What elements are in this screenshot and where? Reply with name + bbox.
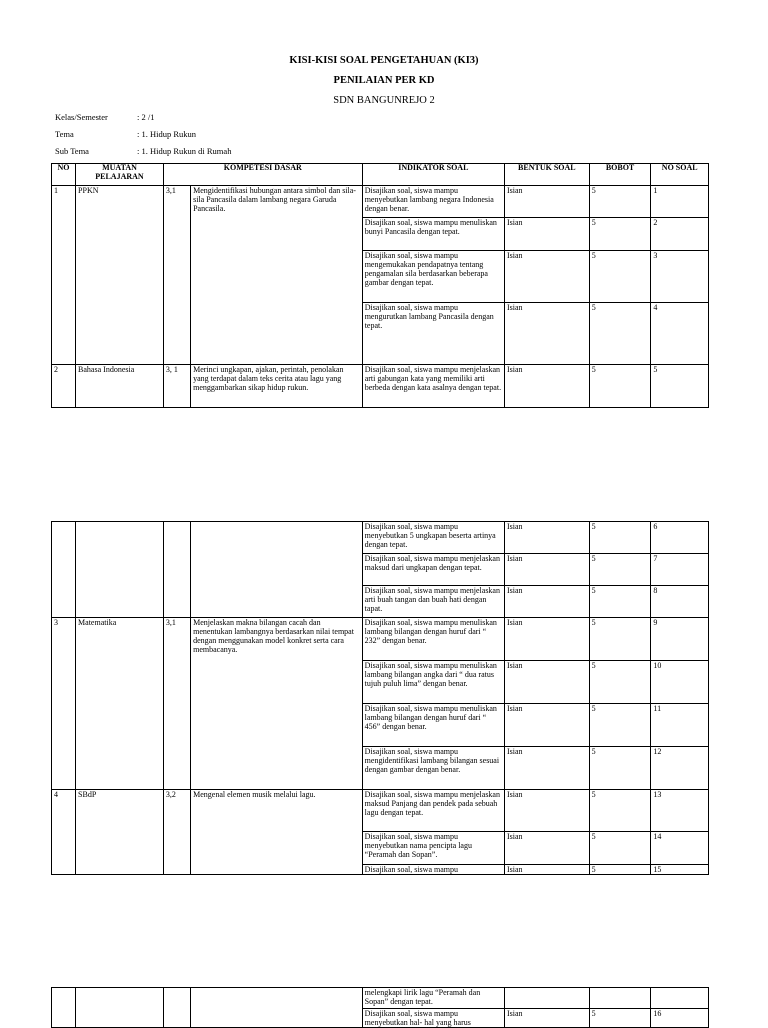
cell-no xyxy=(52,522,76,618)
cell-kd: Mengenal elemen musik melalui lagu. xyxy=(191,790,363,875)
header-muatan-pelajaran: MUATAN PELAJARAN xyxy=(76,164,164,186)
cell-bobot xyxy=(589,988,651,1009)
table-row xyxy=(52,988,709,1009)
cell-indikator: Disajikan soal, siswa mampu menuliskan lambang bilangan angka dari “ dua ratus tujuh puluh lima” dengan benar. xyxy=(362,661,504,704)
cell-bobot: 5 xyxy=(589,251,651,303)
table-row xyxy=(52,186,709,218)
cell-no: 3 xyxy=(52,618,76,790)
cell-bobot: 5 xyxy=(589,704,651,747)
cell-bentuk: Isian xyxy=(504,586,589,618)
cell-bobot: 5 xyxy=(589,790,651,832)
cell-indikator: Disajikan soal, siswa mampu menjelaskan maksud Panjang dan pendek pada sebuah lagu dengan tepat. xyxy=(362,790,504,832)
cell-kd-no xyxy=(163,988,190,1028)
document-subtitle: PENILAIAN PER KD xyxy=(333,75,435,86)
table-row xyxy=(52,522,709,554)
cell-bentuk xyxy=(504,988,589,1009)
table-header-row xyxy=(52,164,709,186)
cell-indikator: Disajikan soal, siswa mampu menuliskan lambang bilangan dengan huruf dari “ 232” dengan benar. xyxy=(362,618,504,661)
cell-indikator: Disajikan soal, siswa mampu menyebutkan nama pencipta lagu “Peramah dan Sopan”. xyxy=(362,832,504,865)
cell-indikator: Disajikan soal, siswa mampu menyebutkan hal- hal yang harus xyxy=(362,1009,504,1028)
cell-no: 1 xyxy=(52,186,76,365)
info-kelas-semester xyxy=(55,112,154,122)
cell-no: 4 xyxy=(52,790,76,875)
kisi-kisi-table-page-1 xyxy=(51,163,709,408)
cell-no-soal: 4 xyxy=(651,303,709,365)
cell-no-soal: 13 xyxy=(651,790,709,832)
cell-bentuk: Isian xyxy=(504,186,589,218)
cell-indikator: Disajikan soal, siswa mampu mengidentifikasi lambang bilangan sesuai dengan gambar dengan benar. xyxy=(362,747,504,790)
cell-muatan xyxy=(76,522,164,618)
cell-indikator: Disajikan soal, siswa mampu menyebutkan 5 ungkapan beserta artinya dengan tepat. xyxy=(362,522,504,554)
cell-bobot: 5 xyxy=(589,865,651,875)
cell-no-soal: 11 xyxy=(651,704,709,747)
document-title: KISI-KISI SOAL PENGETAHUAN (KI3) xyxy=(289,55,479,66)
cell-no-soal: 2 xyxy=(651,218,709,251)
cell-kd: Merinci ungkapan, ajakan, perintah, penolakan yang terdapat dalam teks cerita atau lagu yang menggambarkan sikap hidup rukun. xyxy=(191,365,363,408)
cell-indikator: melengkapi lirik lagu “Peramah dan Sopan” dengan tepat. xyxy=(362,988,504,1009)
header-bobot: BOBOT xyxy=(589,164,651,186)
cell-bobot: 5 xyxy=(589,303,651,365)
cell-no-soal: 1 xyxy=(651,186,709,218)
cell-indikator: Disajikan soal, siswa mampu menjelaskan arti buah tangan dan buah hati dengan tapat. xyxy=(362,586,504,618)
cell-bobot: 5 xyxy=(589,365,651,408)
cell-bobot: 5 xyxy=(589,747,651,790)
cell-kd-no: 3,1 xyxy=(163,186,190,365)
cell-bentuk: Isian xyxy=(504,704,589,747)
header-no-soal: NO SOAL xyxy=(651,164,709,186)
cell-no: 2 xyxy=(52,365,76,408)
cell-no-soal: 7 xyxy=(651,554,709,586)
table-row xyxy=(52,790,709,832)
cell-indikator: Disajikan soal, siswa mampu menuliskan bunyi Pancasila dengan tepat. xyxy=(362,218,504,251)
cell-bentuk: Isian xyxy=(504,865,589,875)
cell-bentuk: Isian xyxy=(504,618,589,661)
info-tema xyxy=(55,129,196,139)
cell-kd-no xyxy=(163,522,190,618)
header-no: NO xyxy=(52,164,76,186)
cell-indikator: Disajikan soal, siswa mampu menjelaskan maksud dari ungkapan dengan tepat. xyxy=(362,554,504,586)
cell-no-soal: 9 xyxy=(651,618,709,661)
cell-bobot: 5 xyxy=(589,186,651,218)
cell-no-soal: 15 xyxy=(651,865,709,875)
kisi-kisi-table-page-2 xyxy=(51,521,709,875)
cell-bobot: 5 xyxy=(589,832,651,865)
cell-bobot: 5 xyxy=(589,554,651,586)
header-indikator-soal: INDIKATOR SOAL xyxy=(362,164,504,186)
cell-bobot: 5 xyxy=(589,218,651,251)
cell-muatan: Matematika xyxy=(76,618,164,790)
info-label: Tema xyxy=(55,129,74,139)
cell-bentuk: Isian xyxy=(504,554,589,586)
cell-kd: Menjelaskan makna bilangan cacah dan menentukan lambangnya berdasarkan nilai tempat dengan menggunakan model konkret serta cara membacanya. xyxy=(191,618,363,790)
cell-indikator: Disajikan soal, siswa mampu menjelaskan arti gabungan kata yang memiliki arti berbeda dengan kata asalnya dengan tepat. xyxy=(362,365,504,408)
cell-no-soal: 6 xyxy=(651,522,709,554)
cell-kd-no: 3,1 xyxy=(163,618,190,790)
cell-kd: Mengidentifikasi hubungan antara simbol dan sila-sila Pancasila dalam lambang negara Garuda Pancasila. xyxy=(191,186,363,365)
header-kompetensi-dasar: KOMPETESI DASAR xyxy=(163,164,362,186)
cell-indikator: Disajikan soal, siswa mampu mengurutkan lambang Pancasila dengan tepat. xyxy=(362,303,504,365)
kisi-kisi-table-page-3 xyxy=(51,987,709,1028)
cell-bentuk: Isian xyxy=(504,661,589,704)
table-row xyxy=(52,365,709,408)
info-value: : 1. Hidup Rukun di Rumah xyxy=(137,146,232,156)
cell-bobot: 5 xyxy=(589,618,651,661)
cell-bobot: 5 xyxy=(589,661,651,704)
school-name: SDN BANGUNREJO 2 xyxy=(333,95,435,106)
cell-bentuk: Isian xyxy=(504,747,589,790)
cell-no-soal: 12 xyxy=(651,747,709,790)
cell-no-soal: 10 xyxy=(651,661,709,704)
cell-no-soal xyxy=(651,988,709,1009)
cell-bentuk: Isian xyxy=(504,522,589,554)
cell-bentuk: Isian xyxy=(504,365,589,408)
cell-bobot: 5 xyxy=(589,1009,651,1028)
info-label: Kelas/Semester xyxy=(55,112,108,122)
cell-bobot: 5 xyxy=(589,522,651,554)
cell-kd-no: 3,2 xyxy=(163,790,190,875)
cell-indikator: Disajikan soal, siswa mampu mengemukakan pendapatnya tentang pengamalan sila berdasarkan beberapa gambar dengan tepat. xyxy=(362,251,504,303)
cell-muatan: PPKN xyxy=(76,186,164,365)
info-label: Sub Tema xyxy=(55,146,89,156)
cell-indikator: Disajikan soal, siswa mampu menuliskan lambang bilangan dengan huruf dari “ 456” dengan benar. xyxy=(362,704,504,747)
cell-kd-no: 3, 1 xyxy=(163,365,190,408)
info-sub-tema xyxy=(55,146,231,156)
cell-no-soal: 5 xyxy=(651,365,709,408)
cell-muatan: Bahasa Indonesia xyxy=(76,365,164,408)
cell-bentuk: Isian xyxy=(504,790,589,832)
cell-bentuk: Isian xyxy=(504,251,589,303)
cell-no-soal: 8 xyxy=(651,586,709,618)
cell-no-soal: 3 xyxy=(651,251,709,303)
cell-muatan xyxy=(76,988,164,1028)
cell-bentuk: Isian xyxy=(504,832,589,865)
cell-indikator: Disajikan soal, siswa mampu menyebutkan lambang negara Indonesia dengan benar. xyxy=(362,186,504,218)
cell-no-soal: 16 xyxy=(651,1009,709,1028)
cell-bentuk: Isian xyxy=(504,1009,589,1028)
table-row xyxy=(52,618,709,661)
cell-kd xyxy=(191,522,363,618)
cell-muatan: SBdP xyxy=(76,790,164,875)
info-value: : 2 /1 xyxy=(137,112,155,122)
cell-kd xyxy=(191,988,363,1028)
info-value: : 1. Hidup Rukun xyxy=(137,129,197,139)
cell-bentuk: Isian xyxy=(504,218,589,251)
cell-no xyxy=(52,988,76,1028)
header-bentuk-soal: BENTUK SOAL xyxy=(504,164,589,186)
cell-bobot: 5 xyxy=(589,586,651,618)
cell-no-soal: 14 xyxy=(651,832,709,865)
cell-indikator: Disajikan soal, siswa mampu xyxy=(362,865,504,875)
cell-bentuk: Isian xyxy=(504,303,589,365)
